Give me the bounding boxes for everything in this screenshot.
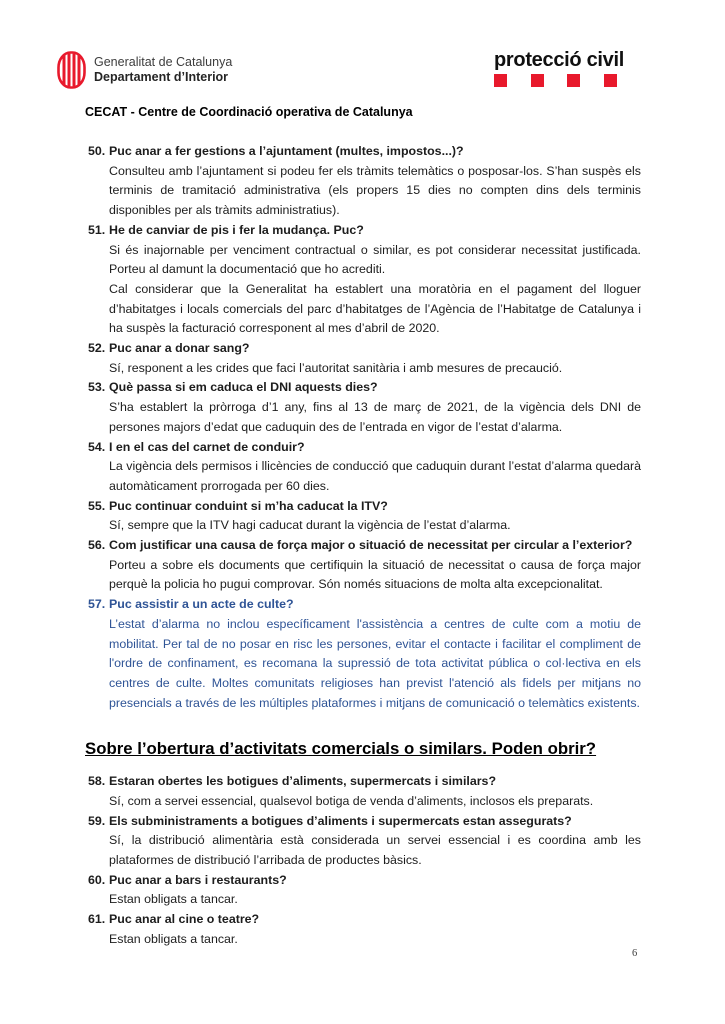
faq-question-text: Puc anar a bars i restaurants? bbox=[109, 872, 287, 887]
faq-question bbox=[88, 812, 641, 832]
faq-number: 61. bbox=[88, 912, 106, 927]
faq-answer: L’estat d’alarma no inclou específicament l'assistència a centres de culte com a motiu de mobilitat. Per tal de no posar en risc les persones, evitar el contacte i facilitar el compliment de l'ordre de confinament, es recomana la supressió de tota activitat pública o col·lectiva en els centres de culte. Moltes comunitats religioses han previst l'atenció als fidels per mitjans no presencials a través de les múltiples plataformes i mitjans de comunicació o telemàtics existents. bbox=[109, 616, 641, 710]
generalitat-logo bbox=[57, 51, 232, 94]
faq-question-text: Puc assistir a un acte de culte? bbox=[109, 597, 294, 612]
faq-answer: Estan obligats a tancar. bbox=[109, 931, 238, 946]
faq-item-60 bbox=[88, 871, 641, 910]
department-name: Departament d’Interior bbox=[94, 70, 229, 84]
faq-answer: Sí, sempre que la ITV hagi caducat durant la vigència de l’estat d’alarma. bbox=[109, 518, 511, 533]
faq-question-text: He de canviar de pis i fer la mudança. Puc? bbox=[109, 222, 364, 237]
faq-number: 60. bbox=[88, 872, 106, 887]
faq-number: 52. bbox=[88, 341, 106, 356]
faq-answer: La vigència dels permisos i llicències de conducció que caduquin durant l’estat d’alarma quedarà automàticament prorrogada per 60 dies. bbox=[109, 459, 641, 493]
faq-item-54 bbox=[88, 438, 641, 497]
faq-question bbox=[88, 910, 641, 930]
org-name: Generalitat de Catalunya bbox=[94, 55, 233, 69]
cecat-subtitle: CECAT - Centre de Coordinació operativa de Catalunya bbox=[85, 105, 413, 119]
faq-answer: Si és inajornable per venciment contractual o similar, es pot considerar necessitat justificada. Porteu al damunt la documentació que ho acrediti. bbox=[109, 242, 641, 277]
senyera-shield-icon bbox=[57, 51, 86, 94]
faq-answer: Sí, com a servei essencial, qualsevol botiga de venda d’aliments, inclosos els preparats. bbox=[109, 793, 594, 808]
page-number: 6 bbox=[632, 948, 638, 959]
faq-answer: Consulteu amb l’ajuntament si podeu fer els tràmits telemàtics o posposar-los. S’han suspès els terminis de tramitació administrativa (els propers 15 dies no compten dins dels terminis disponibles per als tràmits administratius). bbox=[109, 163, 641, 218]
faq-item-51 bbox=[88, 221, 641, 339]
faq-answer: Porteu a sobre els documents que certifiquin la situació de necessitat o causa de força major perquè la policia ho pugui comprovar. Són només situacions de molta alta excepcionalitat. bbox=[109, 557, 641, 592]
faq-item-57 bbox=[88, 595, 641, 713]
faq-question-text: Puc anar a donar sang? bbox=[109, 341, 250, 356]
proteccio-civil-wordmark: protecció civil bbox=[494, 49, 624, 71]
faq-item-53 bbox=[88, 378, 641, 437]
faq-number: 58. bbox=[88, 774, 106, 789]
faq-item-58 bbox=[88, 772, 641, 811]
faq-question-text: Puc anar al cine o teatre? bbox=[109, 912, 260, 927]
faq-question-text: Com justificar una causa de força major o situació de necessitat per circular a l’exterior? bbox=[109, 538, 633, 553]
red-square-icon bbox=[494, 74, 507, 87]
faq-question bbox=[88, 142, 641, 162]
proteccio-civil-logo bbox=[494, 49, 628, 87]
section-title: Sobre l’obertura d’activitats comercials o similars. Poden obrir? bbox=[85, 739, 597, 759]
red-square-icon bbox=[531, 74, 544, 87]
faq-answer: S’ha establert la pròrroga d’1 any, fins al 13 de març de 2021, de la vigència dels DNI de persones majors d’edat que caduquin des de l’entrada en vigor de l’estat d’alarma. bbox=[109, 400, 641, 434]
faq-question bbox=[88, 438, 641, 458]
faq-question bbox=[88, 536, 641, 556]
faq-number: 51. bbox=[88, 222, 106, 237]
faq-question bbox=[88, 772, 641, 792]
faq-number: 57. bbox=[88, 597, 106, 612]
faq-question bbox=[88, 339, 641, 359]
faq-item-56 bbox=[88, 536, 641, 595]
faq-item-59 bbox=[88, 812, 641, 871]
faq-question-text: I en el cas del carnet de conduir? bbox=[109, 439, 305, 454]
faq-answer: Cal considerar que la Generalitat ha establert una moratòria en el pagament del lloguer d’habitatges i locals comercials del parc d’habitatges de l’Agència de l’Habitatge de Catalunya i ha suspès la facturació corresponent al mes d’abril de 2020. bbox=[109, 281, 641, 336]
faq-item-50 bbox=[88, 142, 641, 221]
faq-number: 55. bbox=[88, 498, 106, 513]
proteccio-civil-squares bbox=[494, 74, 617, 87]
faq-item-52 bbox=[88, 339, 641, 378]
faq-question bbox=[88, 497, 641, 517]
faq-number: 56. bbox=[88, 538, 106, 553]
faq-question-text: Puc continuar conduint si m’ha caducat la ITV? bbox=[109, 498, 388, 513]
faq-content bbox=[85, 142, 641, 949]
generalitat-logo-text bbox=[94, 51, 232, 85]
faq-answer: Sí, responent a les crides que faci l’autoritat sanitària i amb mesures de precaució. bbox=[109, 360, 563, 375]
red-square-icon bbox=[567, 74, 580, 87]
faq-question bbox=[88, 221, 641, 241]
faq-answer: Estan obligats a tancar. bbox=[109, 892, 238, 907]
faq-number: 50. bbox=[88, 144, 106, 158]
faq-question-text: Què passa si em caduca el DNI aquests dies? bbox=[109, 380, 378, 395]
faq-number: 53. bbox=[88, 380, 106, 395]
red-square-icon bbox=[604, 74, 617, 87]
faq-question bbox=[88, 871, 641, 891]
faq-question bbox=[88, 378, 641, 398]
faq-number: 59. bbox=[88, 813, 106, 828]
faq-question-text: Els subministraments a botigues d’aliments i supermercats estan assegurats? bbox=[109, 813, 572, 828]
faq-question-text: Puc anar a fer gestions a l’ajuntament (multes, impostos...)? bbox=[109, 144, 464, 158]
faq-item-61 bbox=[88, 910, 641, 949]
faq-number: 54. bbox=[88, 439, 106, 454]
faq-question-text: Estaran obertes les botigues d’aliments, supermercats i similars? bbox=[109, 774, 497, 789]
faq-answer: Sí, la distribució alimentària està considerada un servei essencial i es coordina amb les plataformes de distribució l’arribada de productes bàsics. bbox=[109, 833, 641, 867]
faq-item-55 bbox=[88, 497, 641, 536]
faq-question bbox=[88, 595, 641, 615]
